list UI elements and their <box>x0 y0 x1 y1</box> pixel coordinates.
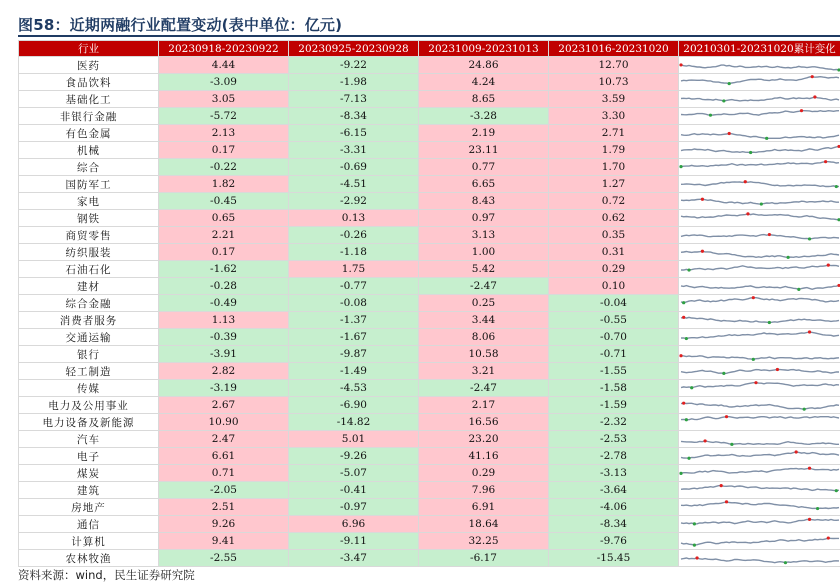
header-week-1: 20230918-20230922 <box>159 41 289 57</box>
value-cell-week-1: 2.47 <box>159 431 289 448</box>
industry-margin-table <box>18 40 840 567</box>
table-row <box>19 142 840 159</box>
value-cell-week-2: 0.13 <box>289 210 419 227</box>
value-cell-week-4: -9.76 <box>549 533 679 550</box>
industry-name: 商贸零售 <box>19 227 159 244</box>
cumulative-sparkline <box>679 499 840 516</box>
value-cell-week-3: 0.77 <box>419 159 549 176</box>
industry-name: 纺织服装 <box>19 244 159 261</box>
table-row <box>19 210 840 227</box>
cumulative-sparkline <box>679 244 840 261</box>
value-cell-week-1: 2.21 <box>159 227 289 244</box>
cumulative-sparkline <box>679 57 840 74</box>
value-cell-week-2: -9.26 <box>289 448 419 465</box>
value-cell-week-3: 0.25 <box>419 295 549 312</box>
table-row <box>19 448 840 465</box>
industry-name: 建筑 <box>19 482 159 499</box>
cumulative-sparkline <box>679 465 840 482</box>
industry-name: 消费者服务 <box>19 312 159 329</box>
cumulative-sparkline <box>679 380 840 397</box>
table-row <box>19 57 840 74</box>
cumulative-sparkline <box>679 533 840 550</box>
value-cell-week-1: -3.09 <box>159 74 289 91</box>
table-row <box>19 91 840 108</box>
cumulative-sparkline <box>679 312 840 329</box>
value-cell-week-2: -1.18 <box>289 244 419 261</box>
value-cell-week-4: 0.29 <box>549 261 679 278</box>
value-cell-week-4: -3.13 <box>549 465 679 482</box>
industry-name: 通信 <box>19 516 159 533</box>
table-row <box>19 363 840 380</box>
value-cell-week-4: -0.70 <box>549 329 679 346</box>
table-body <box>19 57 840 567</box>
cumulative-sparkline <box>679 176 840 193</box>
table-row <box>19 465 840 482</box>
table-row <box>19 295 840 312</box>
cumulative-sparkline <box>679 278 840 295</box>
value-cell-week-4: 1.79 <box>549 142 679 159</box>
industry-name: 农林牧渔 <box>19 550 159 567</box>
table-row <box>19 176 840 193</box>
value-cell-week-4: 1.70 <box>549 159 679 176</box>
industry-name: 银行 <box>19 346 159 363</box>
header-week-2: 20230925-20230928 <box>289 41 419 57</box>
industry-name: 煤炭 <box>19 465 159 482</box>
value-cell-week-4: -3.64 <box>549 482 679 499</box>
value-cell-week-2: -7.13 <box>289 91 419 108</box>
value-cell-week-3: 0.29 <box>419 465 549 482</box>
value-cell-week-3: 1.00 <box>419 244 549 261</box>
cumulative-sparkline <box>679 363 840 380</box>
industry-name: 计算机 <box>19 533 159 550</box>
value-cell-week-3: 23.11 <box>419 142 549 159</box>
value-cell-week-4: -1.55 <box>549 363 679 380</box>
header-week-3: 20231009-20231013 <box>419 41 549 57</box>
value-cell-week-3: 4.24 <box>419 74 549 91</box>
table-row <box>19 125 840 142</box>
value-cell-week-4: 1.27 <box>549 176 679 193</box>
value-cell-week-3: 24.86 <box>419 57 549 74</box>
cumulative-sparkline <box>679 108 840 125</box>
header-cumulative-trend: 20210301-20231020累计变化 <box>679 41 840 57</box>
value-cell-week-1: 2.51 <box>159 499 289 516</box>
value-cell-week-1: 6.61 <box>159 448 289 465</box>
value-cell-week-1: 0.17 <box>159 142 289 159</box>
value-cell-week-1: -1.62 <box>159 261 289 278</box>
table-row <box>19 397 840 414</box>
value-cell-week-1: -3.19 <box>159 380 289 397</box>
value-cell-week-1: 0.17 <box>159 244 289 261</box>
value-cell-week-4: -0.55 <box>549 312 679 329</box>
value-cell-week-1: 3.05 <box>159 91 289 108</box>
value-cell-week-3: 5.42 <box>419 261 549 278</box>
industry-name: 国防军工 <box>19 176 159 193</box>
cumulative-sparkline <box>679 261 840 278</box>
cumulative-sparkline <box>679 550 840 567</box>
value-cell-week-3: 2.19 <box>419 125 549 142</box>
value-cell-week-2: -9.87 <box>289 346 419 363</box>
table-row <box>19 227 840 244</box>
value-cell-week-2: -2.92 <box>289 193 419 210</box>
industry-name: 交通运输 <box>19 329 159 346</box>
value-cell-week-4: 12.70 <box>549 57 679 74</box>
industry-name: 轻工制造 <box>19 363 159 380</box>
value-cell-week-1: -0.39 <box>159 329 289 346</box>
table-row <box>19 414 840 431</box>
value-cell-week-3: -2.47 <box>419 380 549 397</box>
value-cell-week-4: -1.58 <box>549 380 679 397</box>
value-cell-week-2: -8.34 <box>289 108 419 125</box>
value-cell-week-3: 8.06 <box>419 329 549 346</box>
industry-name: 有色金属 <box>19 125 159 142</box>
value-cell-week-4: -2.32 <box>549 414 679 431</box>
value-cell-week-4: -0.04 <box>549 295 679 312</box>
value-cell-week-4: 0.72 <box>549 193 679 210</box>
industry-name: 汽车 <box>19 431 159 448</box>
source-note: 资料来源：wind，民生证券研究院 <box>18 568 195 582</box>
industry-name: 电子 <box>19 448 159 465</box>
value-cell-week-1: 2.67 <box>159 397 289 414</box>
value-cell-week-3: -3.28 <box>419 108 549 125</box>
industry-name: 建材 <box>19 278 159 295</box>
cumulative-sparkline <box>679 431 840 448</box>
table-row <box>19 278 840 295</box>
value-cell-week-1: 9.41 <box>159 533 289 550</box>
industry-name: 医药 <box>19 57 159 74</box>
value-cell-week-3: 3.13 <box>419 227 549 244</box>
value-cell-week-2: -4.53 <box>289 380 419 397</box>
value-cell-week-1: -2.05 <box>159 482 289 499</box>
cumulative-sparkline <box>679 210 840 227</box>
cumulative-sparkline <box>679 516 840 533</box>
value-cell-week-2: -0.69 <box>289 159 419 176</box>
industry-name: 非银行金融 <box>19 108 159 125</box>
cumulative-sparkline <box>679 482 840 499</box>
industry-name: 房地产 <box>19 499 159 516</box>
table-row <box>19 193 840 210</box>
title-underline <box>18 35 840 37</box>
table-row <box>19 329 840 346</box>
value-cell-week-2: 5.01 <box>289 431 419 448</box>
value-cell-week-2: -3.47 <box>289 550 419 567</box>
value-cell-week-2: -14.82 <box>289 414 419 431</box>
value-cell-week-3: 3.21 <box>419 363 549 380</box>
table-row <box>19 108 840 125</box>
value-cell-week-4: -1.59 <box>549 397 679 414</box>
industry-name: 电力及公用事业 <box>19 397 159 414</box>
value-cell-week-3: 41.16 <box>419 448 549 465</box>
table-row <box>19 431 840 448</box>
cumulative-sparkline <box>679 193 840 210</box>
value-cell-week-1: 2.82 <box>159 363 289 380</box>
value-cell-week-4: 10.73 <box>549 74 679 91</box>
table-row <box>19 516 840 533</box>
value-cell-week-1: -2.55 <box>159 550 289 567</box>
value-cell-week-2: 6.96 <box>289 516 419 533</box>
value-cell-week-4: 0.62 <box>549 210 679 227</box>
figure-title: 图58：近期两融行业配置变动(表中单位：亿元) <box>18 16 343 34</box>
header-week-4: 20231016-20231020 <box>549 41 679 57</box>
value-cell-week-2: -0.08 <box>289 295 419 312</box>
cumulative-sparkline <box>679 397 840 414</box>
value-cell-week-3: 23.20 <box>419 431 549 448</box>
industry-name: 石油石化 <box>19 261 159 278</box>
industry-name: 钢铁 <box>19 210 159 227</box>
value-cell-week-1: -0.28 <box>159 278 289 295</box>
value-cell-week-4: -15.45 <box>549 550 679 567</box>
table-row <box>19 74 840 91</box>
value-cell-week-2: -5.07 <box>289 465 419 482</box>
value-cell-week-2: -0.97 <box>289 499 419 516</box>
value-cell-week-1: -0.22 <box>159 159 289 176</box>
value-cell-week-3: 3.44 <box>419 312 549 329</box>
value-cell-week-2: -1.49 <box>289 363 419 380</box>
industry-name: 家电 <box>19 193 159 210</box>
table-row <box>19 550 840 567</box>
value-cell-week-2: -1.98 <box>289 74 419 91</box>
value-cell-week-1: -5.72 <box>159 108 289 125</box>
cumulative-sparkline <box>679 142 840 159</box>
industry-name: 电力设备及新能源 <box>19 414 159 431</box>
cumulative-sparkline <box>679 414 840 431</box>
industry-name: 综合金融 <box>19 295 159 312</box>
value-cell-week-4: -8.34 <box>549 516 679 533</box>
industry-name: 基础化工 <box>19 91 159 108</box>
value-cell-week-2: -0.77 <box>289 278 419 295</box>
table-row <box>19 482 840 499</box>
table-row <box>19 312 840 329</box>
table-row <box>19 380 840 397</box>
table-row <box>19 159 840 176</box>
value-cell-week-1: 10.90 <box>159 414 289 431</box>
cumulative-sparkline <box>679 159 840 176</box>
value-cell-week-1: 4.44 <box>159 57 289 74</box>
value-cell-week-2: -0.41 <box>289 482 419 499</box>
header-industry: 行业 <box>19 41 159 57</box>
value-cell-week-4: 3.30 <box>549 108 679 125</box>
value-cell-week-2: -1.37 <box>289 312 419 329</box>
value-cell-week-1: 2.13 <box>159 125 289 142</box>
value-cell-week-2: 1.75 <box>289 261 419 278</box>
table-row <box>19 533 840 550</box>
value-cell-week-1: 9.26 <box>159 516 289 533</box>
value-cell-week-1: 0.65 <box>159 210 289 227</box>
value-cell-week-1: -0.45 <box>159 193 289 210</box>
industry-name: 综合 <box>19 159 159 176</box>
industry-name: 机械 <box>19 142 159 159</box>
value-cell-week-2: -6.15 <box>289 125 419 142</box>
value-cell-week-4: 3.59 <box>549 91 679 108</box>
table-row <box>19 261 840 278</box>
table-row <box>19 244 840 261</box>
cumulative-sparkline <box>679 329 840 346</box>
industry-name: 传媒 <box>19 380 159 397</box>
cumulative-sparkline <box>679 448 840 465</box>
value-cell-week-2: -0.26 <box>289 227 419 244</box>
cumulative-sparkline <box>679 227 840 244</box>
value-cell-week-3: 8.65 <box>419 91 549 108</box>
value-cell-week-4: -0.71 <box>549 346 679 363</box>
value-cell-week-4: -2.78 <box>549 448 679 465</box>
value-cell-week-3: -2.47 <box>419 278 549 295</box>
cumulative-sparkline <box>679 295 840 312</box>
table-row <box>19 346 840 363</box>
industry-name: 食品饮料 <box>19 74 159 91</box>
value-cell-week-3: -6.17 <box>419 550 549 567</box>
value-cell-week-3: 6.65 <box>419 176 549 193</box>
value-cell-week-3: 2.17 <box>419 397 549 414</box>
value-cell-week-1: 1.13 <box>159 312 289 329</box>
value-cell-week-1: -0.49 <box>159 295 289 312</box>
value-cell-week-2: -6.90 <box>289 397 419 414</box>
cumulative-sparkline <box>679 346 840 363</box>
value-cell-week-4: -4.06 <box>549 499 679 516</box>
value-cell-week-1: -3.91 <box>159 346 289 363</box>
value-cell-week-2: -9.11 <box>289 533 419 550</box>
value-cell-week-3: 0.97 <box>419 210 549 227</box>
cumulative-sparkline <box>679 91 840 108</box>
value-cell-week-3: 32.25 <box>419 533 549 550</box>
value-cell-week-3: 6.91 <box>419 499 549 516</box>
value-cell-week-3: 16.56 <box>419 414 549 431</box>
value-cell-week-3: 10.58 <box>419 346 549 363</box>
value-cell-week-4: 0.31 <box>549 244 679 261</box>
value-cell-week-3: 7.96 <box>419 482 549 499</box>
value-cell-week-2: -9.22 <box>289 57 419 74</box>
value-cell-week-4: 0.35 <box>549 227 679 244</box>
value-cell-week-1: 0.71 <box>159 465 289 482</box>
value-cell-week-2: -4.51 <box>289 176 419 193</box>
value-cell-week-4: 0.10 <box>549 278 679 295</box>
value-cell-week-3: 8.43 <box>419 193 549 210</box>
table-header-row <box>19 41 840 57</box>
value-cell-week-4: 2.71 <box>549 125 679 142</box>
cumulative-sparkline <box>679 125 840 142</box>
cumulative-sparkline <box>679 74 840 91</box>
value-cell-week-4: -2.53 <box>549 431 679 448</box>
table-row <box>19 499 840 516</box>
value-cell-week-3: 18.64 <box>419 516 549 533</box>
value-cell-week-2: -3.31 <box>289 142 419 159</box>
value-cell-week-2: -1.67 <box>289 329 419 346</box>
value-cell-week-1: 1.82 <box>159 176 289 193</box>
